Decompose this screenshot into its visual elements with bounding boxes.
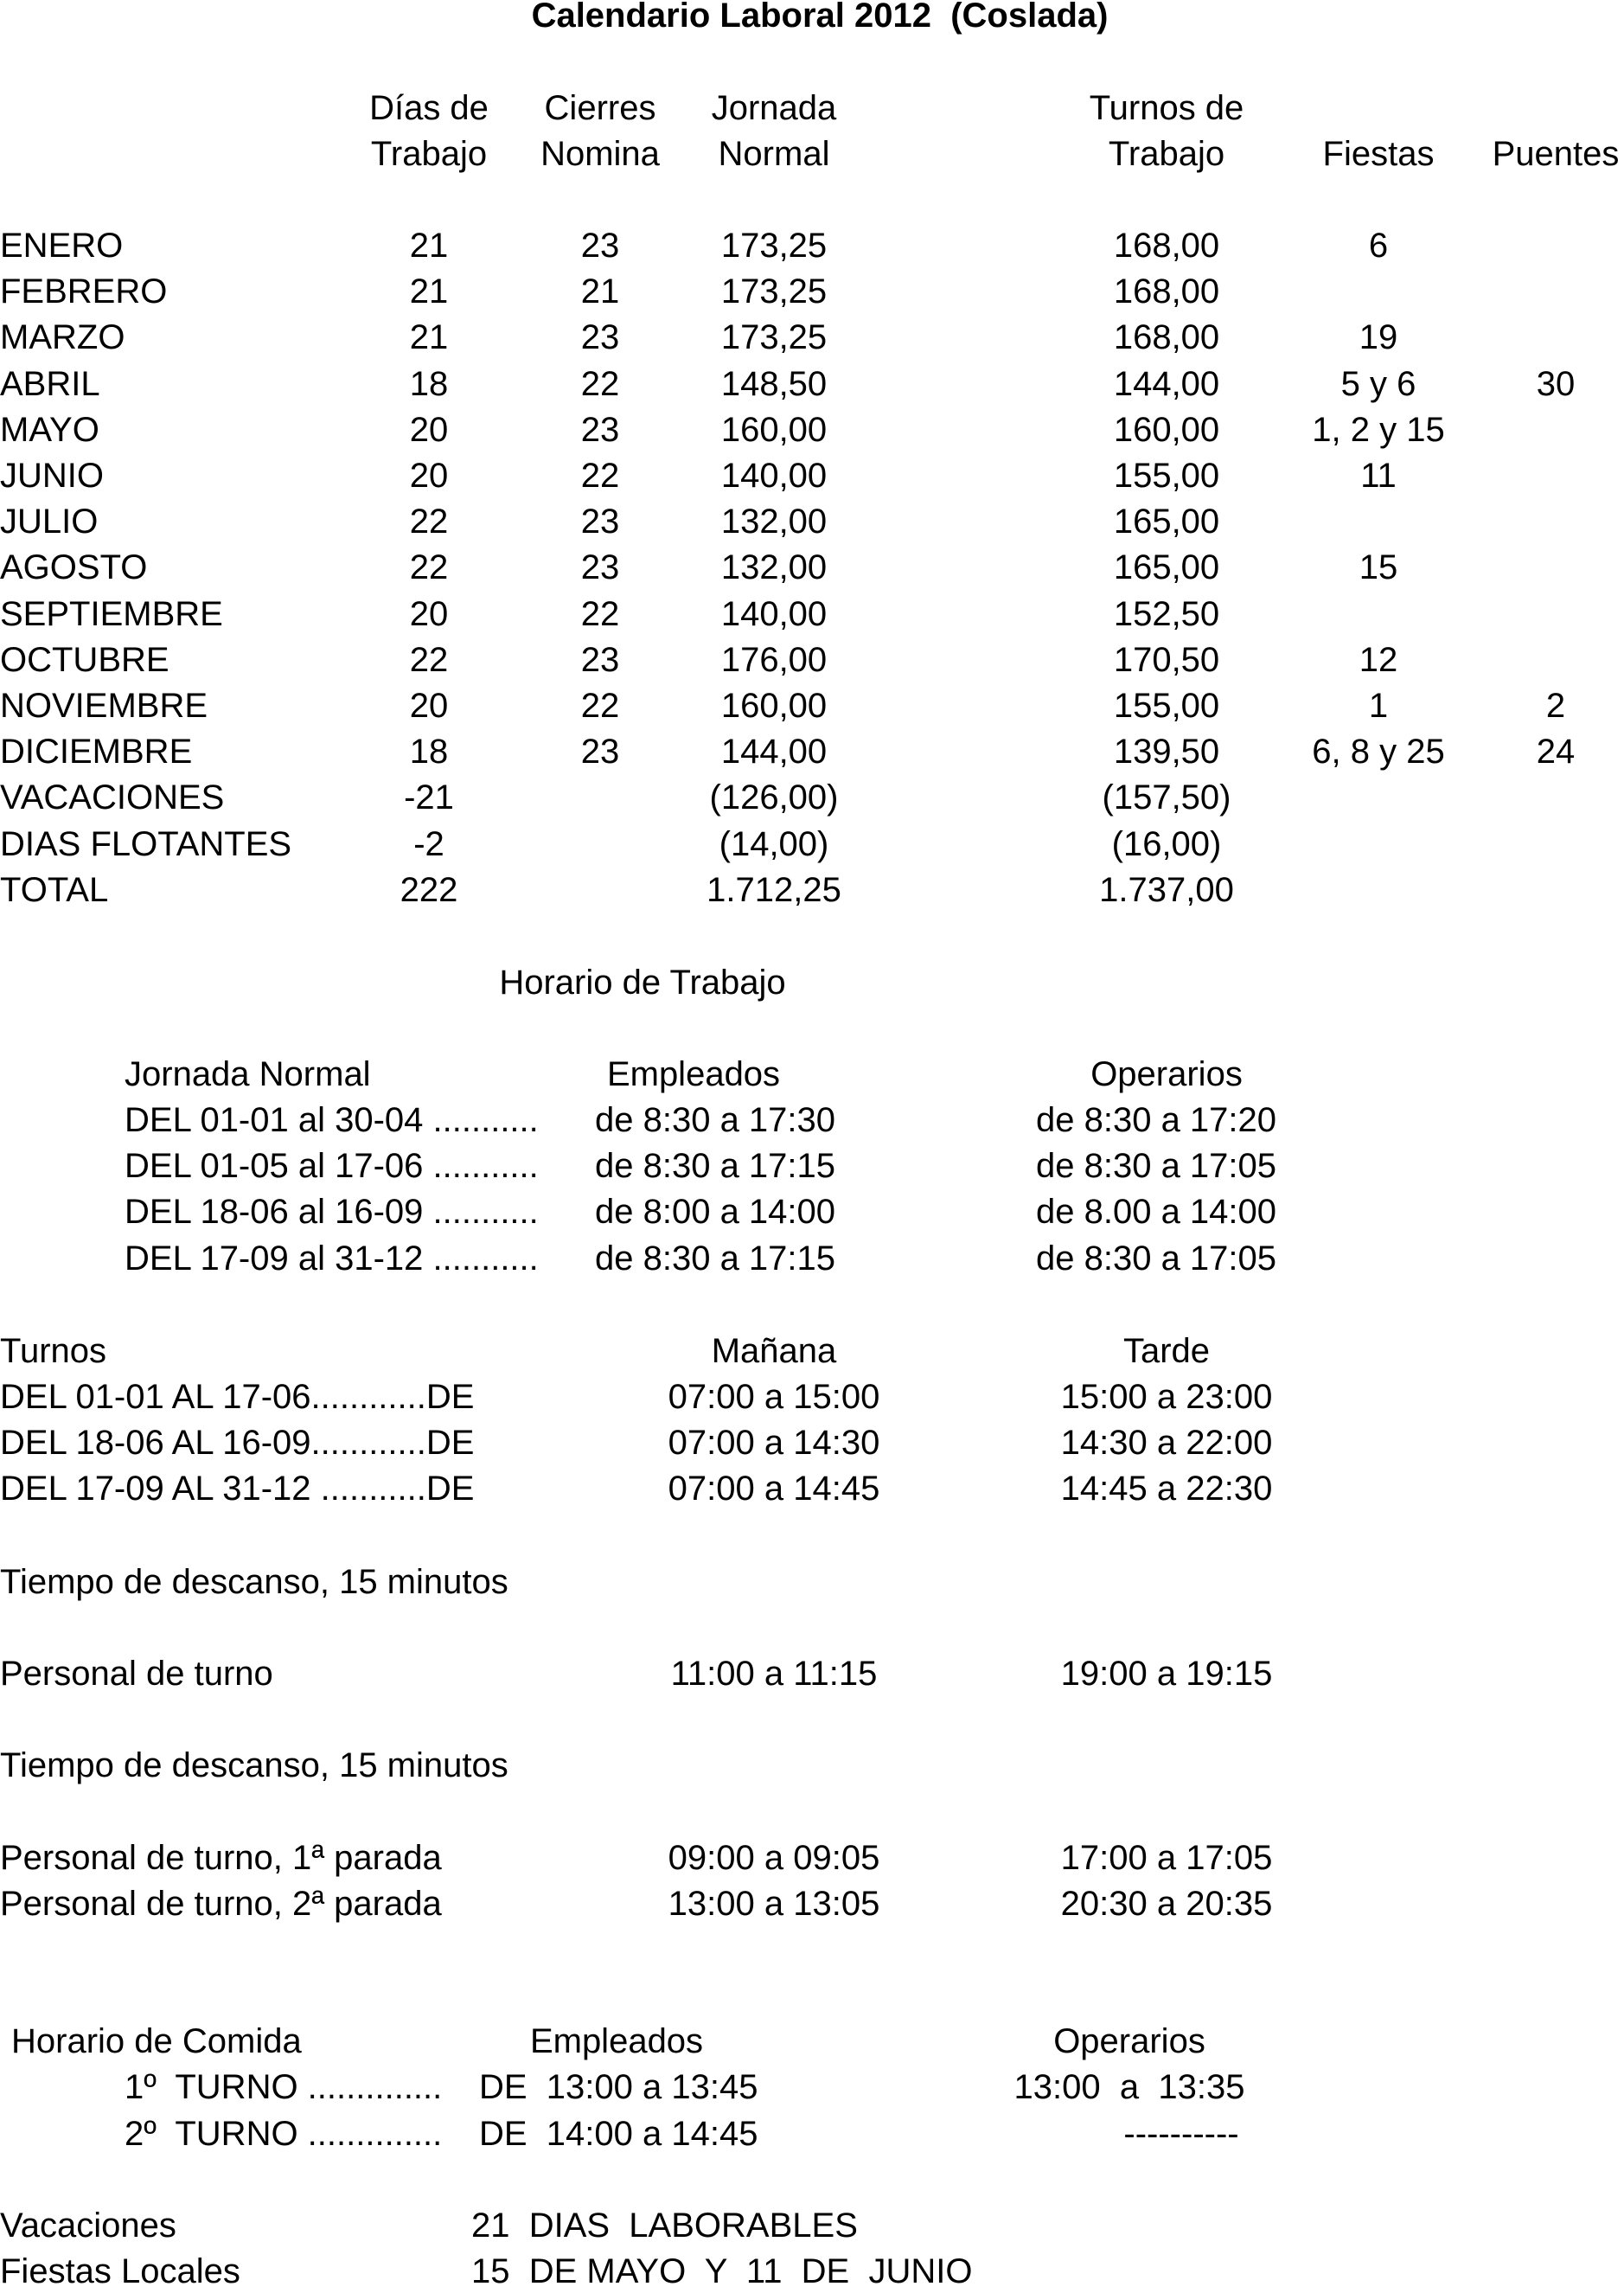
cell-cierres: 23: [580, 641, 620, 679]
row-label: MAYO: [0, 411, 99, 449]
cell-dias: 20: [409, 595, 449, 633]
cell-turnos: 168,00: [1113, 227, 1220, 265]
horario-empleados: de 8:30 a 17:15: [595, 1147, 836, 1185]
horario-title: Horario de Trabajo: [499, 964, 786, 1002]
empleados-label: Empleados: [606, 1055, 781, 1093]
cell-fiestas: 11: [1360, 457, 1397, 495]
cell-turnos: 168,00: [1113, 318, 1220, 356]
horario-period: DEL 01-05 al 17-06 ...........: [125, 1147, 539, 1185]
horario-operarios: de 8:30 a 17:05: [1036, 1239, 1277, 1278]
row-label: TOTAL: [0, 871, 109, 909]
cell-cierres: 22: [580, 365, 620, 403]
cell-cierres: 23: [580, 733, 620, 771]
cell-fiestas: 12: [1359, 641, 1398, 679]
comida-empleados-label: Empleados: [529, 2022, 704, 2060]
cell-jornada: 140,00: [720, 457, 828, 495]
turno-tarde: 14:30 a 22:00: [1060, 1424, 1273, 1462]
header-jornada-line2: Normal: [718, 135, 830, 173]
cell-dias: 18: [409, 365, 449, 403]
cell-jornada: 140,00: [720, 595, 828, 633]
row-label: JULIO: [0, 503, 99, 541]
comida-title: Horario de Comida: [11, 2022, 302, 2060]
cell-dias: -21: [404, 778, 454, 817]
header-cierres-line2: Nomina: [540, 135, 660, 173]
cell-jornada: 173,25: [720, 318, 828, 356]
row-label: NOVIEMBRE: [0, 687, 208, 725]
turno-tarde: 14:45 a 22:30: [1060, 1470, 1273, 1508]
cell-jornada: (126,00): [709, 778, 839, 817]
cell-turnos: 152,50: [1113, 595, 1220, 633]
cell-cierres: 22: [580, 595, 620, 633]
turnos-label: Turnos: [0, 1332, 107, 1370]
comida-turno-label: 1º TURNO ..............: [125, 2068, 443, 2106]
cell-turnos: 139,50: [1113, 733, 1220, 771]
cell-turnos: 165,00: [1113, 503, 1220, 541]
horario-period: DEL 01-01 al 30-04 ...........: [125, 1101, 539, 1139]
cell-dias: -2: [413, 825, 444, 863]
cell-dias: 20: [409, 687, 449, 725]
cell-jornada: 1.712,25: [707, 871, 841, 909]
cell-cierres: 23: [580, 548, 620, 586]
descanso-2-tarde: 20:30 a 20:35: [1060, 1885, 1273, 1923]
operarios-label: Operarios: [1090, 1055, 1243, 1093]
comida-operarios-label: Operarios: [1053, 2022, 1205, 2060]
cell-jornada: 144,00: [720, 733, 828, 771]
cell-turnos: 160,00: [1113, 411, 1220, 449]
cell-jornada: 132,00: [720, 548, 828, 586]
comida-operarios: ----------: [1123, 2115, 1239, 2153]
cell-jornada: 132,00: [720, 503, 828, 541]
row-label: DIAS FLOTANTES: [0, 825, 292, 863]
cell-dias: 22: [409, 641, 449, 679]
fiestas-locales-label: Fiestas Locales: [0, 2252, 240, 2290]
cell-turnos: 165,00: [1113, 548, 1220, 586]
cell-fiestas: 19: [1359, 318, 1398, 356]
document-title: Calendario Laboral 2012 (Coslada): [531, 0, 1109, 35]
cell-jornada: 160,00: [720, 411, 828, 449]
tarde-label: Tarde: [1122, 1332, 1211, 1370]
cell-puentes: 2: [1545, 687, 1566, 725]
cell-puentes: 24: [1536, 733, 1576, 771]
horario-operarios: de 8.00 a 14:00: [1036, 1193, 1277, 1231]
cell-cierres: 23: [580, 227, 620, 265]
horario-operarios: de 8:30 a 17:05: [1036, 1147, 1277, 1185]
horario-empleados: de 8:30 a 17:30: [595, 1101, 836, 1139]
descanso-2-label: Personal de turno, 2ª parada: [0, 1885, 442, 1923]
descanso-1-manana: 11:00 a 11:15: [670, 1655, 878, 1693]
cell-dias: 18: [409, 733, 449, 771]
descanso-2-tarde: 17:00 a 17:05: [1060, 1839, 1273, 1877]
turno-tarde: 15:00 a 23:00: [1060, 1378, 1273, 1416]
header-puentes: Puentes: [1492, 135, 1620, 173]
cell-dias: 21: [409, 318, 449, 356]
descanso-title-1: Tiempo de descanso, 15 minutos: [0, 1563, 508, 1601]
descanso-2-label: Personal de turno, 1ª parada: [0, 1839, 442, 1877]
cell-jornada: 160,00: [720, 687, 828, 725]
cell-fiestas: 6, 8 y 25: [1312, 733, 1445, 771]
cell-turnos: 1.737,00: [1099, 871, 1234, 909]
vacaciones-value: 21 DIAS LABORABLES: [471, 2207, 858, 2245]
cell-cierres: 23: [580, 318, 620, 356]
turno-period: DEL 17-09 AL 31-12 ...........DE: [0, 1470, 475, 1508]
cell-turnos: (157,50): [1102, 778, 1231, 817]
horario-period: DEL 17-09 al 31-12 ...........: [125, 1239, 539, 1278]
cell-turnos: 170,50: [1113, 641, 1220, 679]
cell-dias: 22: [409, 548, 449, 586]
cell-dias: 21: [409, 272, 449, 311]
cell-fiestas: 6: [1368, 227, 1389, 265]
cell-cierres: 22: [580, 457, 620, 495]
jornada-normal-label: Jornada Normal: [125, 1055, 371, 1093]
comida-empleados: DE 13:00 a 13:45: [479, 2068, 758, 2106]
header-turnos-line1: Turnos de: [1089, 89, 1244, 127]
cell-fiestas: 1, 2 y 15: [1312, 411, 1445, 449]
row-label: VACACIONES: [0, 778, 225, 817]
fiestas-locales-value: 15 DE MAYO Y 11 DE JUNIO: [471, 2252, 973, 2290]
header-jornada-line1: Jornada: [711, 89, 837, 127]
row-label: JUNIO: [0, 457, 104, 495]
turno-manana: 07:00 a 14:45: [668, 1470, 880, 1508]
horario-empleados: de 8:00 a 14:00: [595, 1193, 836, 1231]
cell-dias: 22: [409, 503, 449, 541]
row-label: DICIEMBRE: [0, 733, 193, 771]
manana-label: Mañana: [711, 1332, 837, 1370]
vacaciones-label: Vacaciones: [0, 2207, 176, 2245]
cell-puentes: 30: [1536, 365, 1576, 403]
header-fiestas: Fiestas: [1322, 135, 1435, 173]
cell-jornada: 176,00: [720, 641, 828, 679]
cell-jornada: (14,00): [719, 825, 829, 863]
turno-manana: 07:00 a 15:00: [668, 1378, 880, 1416]
comida-empleados: DE 14:00 a 14:45: [479, 2115, 758, 2153]
descanso-1-label: Personal de turno: [0, 1655, 273, 1693]
row-label: FEBRERO: [0, 272, 168, 311]
row-label: ENERO: [0, 227, 124, 265]
header-turnos-line2: Trabajo: [1108, 135, 1225, 173]
turno-period: DEL 18-06 AL 16-09............DE: [0, 1424, 475, 1462]
comida-turno-label: 2º TURNO ..............: [125, 2115, 443, 2153]
cell-cierres: 23: [580, 411, 620, 449]
row-label: MARZO: [0, 318, 125, 356]
row-label: AGOSTO: [0, 548, 148, 586]
row-label: SEPTIEMBRE: [0, 595, 223, 633]
cell-turnos: 168,00: [1113, 272, 1220, 311]
cell-jornada: 173,25: [720, 227, 828, 265]
comida-operarios: 13:00 a 13:35: [1013, 2068, 1245, 2106]
row-label: ABRIL: [0, 365, 100, 403]
cell-jornada: 173,25: [720, 272, 828, 311]
turno-manana: 07:00 a 14:30: [668, 1424, 880, 1462]
header-dias-line2: Trabajo: [370, 135, 488, 173]
cell-fiestas: 1: [1368, 687, 1389, 725]
cell-turnos: 155,00: [1113, 457, 1220, 495]
horario-empleados: de 8:30 a 17:15: [595, 1239, 836, 1278]
cell-turnos: (16,00): [1111, 825, 1222, 863]
horario-operarios: de 8:30 a 17:20: [1036, 1101, 1277, 1139]
cell-dias: 21: [409, 227, 449, 265]
descanso-2-manana: 13:00 a 13:05: [668, 1885, 880, 1923]
horario-period: DEL 18-06 al 16-09 ...........: [125, 1193, 539, 1231]
header-cierres-line1: Cierres: [544, 89, 656, 127]
cell-cierres: 23: [580, 503, 620, 541]
cell-turnos: 155,00: [1113, 687, 1220, 725]
cell-jornada: 148,50: [720, 365, 828, 403]
row-label: OCTUBRE: [0, 641, 169, 679]
cell-fiestas: 5 y 6: [1340, 365, 1416, 403]
turno-period: DEL 01-01 AL 17-06............DE: [0, 1378, 475, 1416]
descanso-1-tarde: 19:00 a 19:15: [1060, 1655, 1273, 1693]
cell-cierres: 21: [580, 272, 620, 311]
cell-cierres: 22: [580, 687, 620, 725]
descanso-title-2: Tiempo de descanso, 15 minutos: [0, 1746, 508, 1784]
cell-turnos: 144,00: [1113, 365, 1220, 403]
header-dias-line1: Días de: [369, 89, 489, 127]
cell-dias: 222: [400, 871, 458, 909]
cell-dias: 20: [409, 457, 449, 495]
descanso-2-manana: 09:00 a 09:05: [668, 1839, 880, 1877]
cell-dias: 20: [409, 411, 449, 449]
cell-fiestas: 15: [1359, 548, 1398, 586]
